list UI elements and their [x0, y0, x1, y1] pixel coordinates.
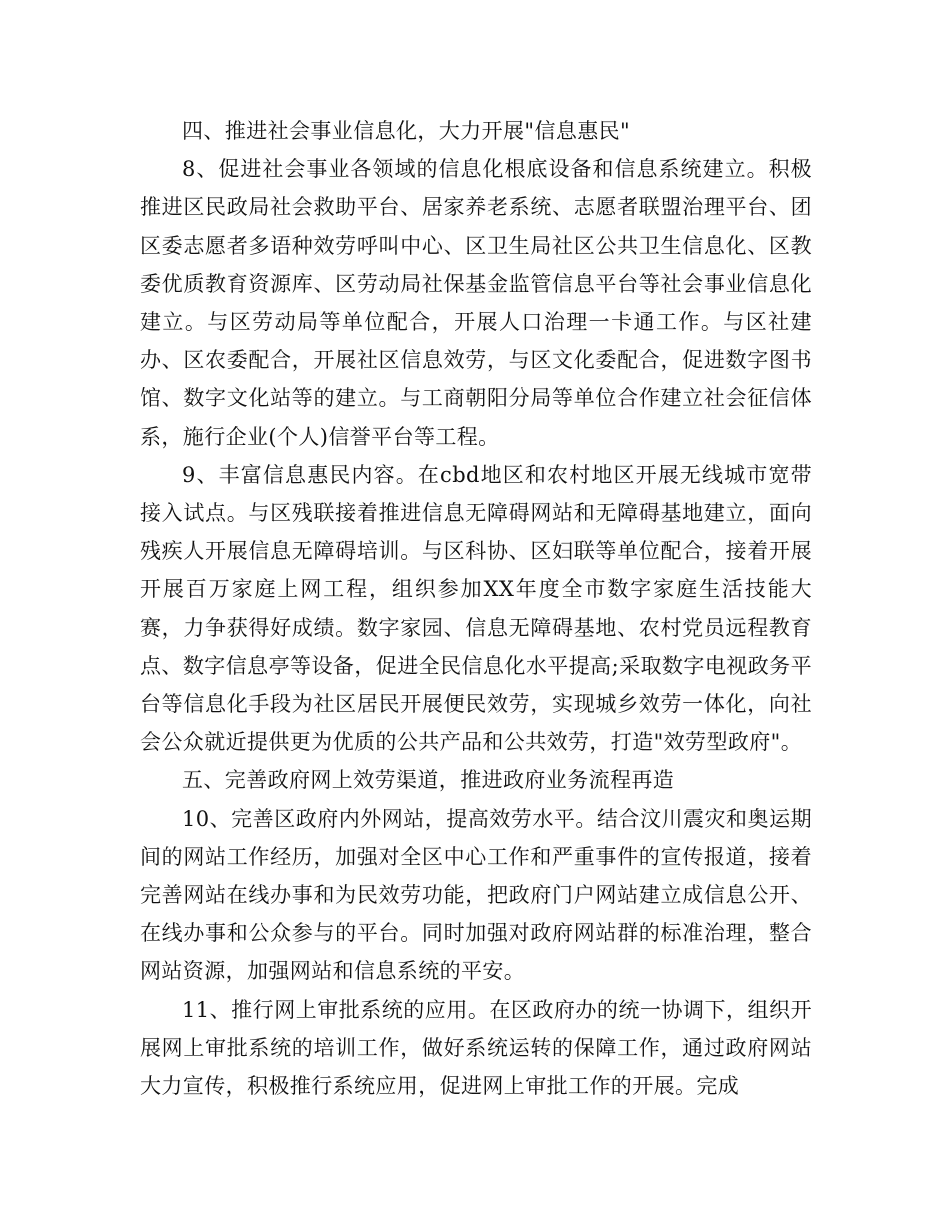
document-body — [140, 112, 812, 1105]
section-heading-5: 五、完善政府网上效劳渠道，推进政府业务流程再造 — [182, 768, 675, 793]
paragraph-item-11: 11、推行网上审批系统的应用。在区政府办的统一协调下，组织开展网上审批系统的培训工作，做好系统运转的保障工作，通过政府网站大力宣传，积极推行系统应用，促进网上审批工作的开展。完成 — [140, 997, 812, 1099]
paragraph-item-8: 8、促进社会事业各领域的信息化根底设备和信息系统建立。积极推进区民政局社会救助平台、居家养老系统、志愿者联盟治理平台、团区委志愿者多语种效劳呼叫中心、区卫生局社区公共卫生信息化、区教委优质教育资源库、区劳动局社保基金监管信息平台等社会事业信息化建立。与区劳动局等单位配合，开展人口治理一卡通工作。与区社建办、区农委配合，开展社区信息效劳，与区文化委配合，促进数字图书馆、数字文化站等的建立。与工商朝阳分局等单位合作建立社会征信体系，施行企业(个人)信誉平台等工程。 — [140, 157, 812, 449]
paragraph-item-9: 9、丰富信息惠民内容。在cbd地区和农村地区开展无线城市宽带接入试点。与区残联接着推进信息无障碍网站和无障碍基地建立，面向残疾人开展信息无障碍培训。与区科协、区妇联等单位配合，接着开展开展百万家庭上网工程，组织参加XX年度全市数字家庭生活技能大赛，力争获得好成绩。数字家园、信息无障碍基地、农村党员远程教育点、数字信息亭等设备，促进全民信息化水平提高;采取数字电视政务平台等信息化手段为社区居民开展便民效劳，实现城乡效劳一体化，向社会公众就近提供更为优质的公共产品和公共效劳，打造"效劳型政府"。 — [140, 462, 812, 755]
section-heading-4: 四、推进社会事业信息化，大力开展"信息惠民" — [182, 119, 631, 143]
paragraph-item-10: 10、完善区政府内外网站，提高效劳水平。结合汶川震灾和奥运期间的网站工作经历，加强对全区中心工作和严重事件的宣传报道，接着完善网站在线办事和为民效劳功能，把政府门户网站建立成信息公开、在线办事和公众参与的平台。同时加强对政府网站群的标准治理，整合网站资源，加强网站和信息系统的平安。 — [140, 806, 812, 984]
